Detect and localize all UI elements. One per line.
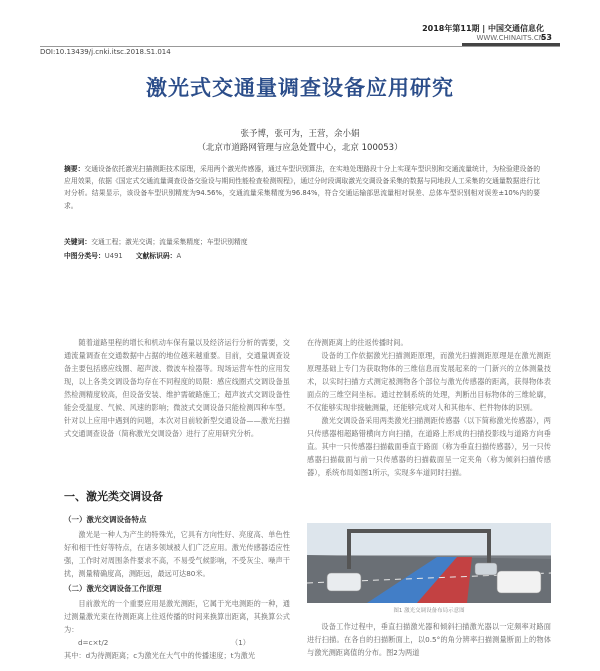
working-principle-paragraph: 目前激光的一个重要应用是激光测距，它属于光电测距的一种，通过测量激光束在待测距离上往返传播的时间来换算出距离，其换算公式为： bbox=[64, 599, 290, 634]
section-heading-1: 一、激光类交调设备 bbox=[64, 490, 163, 503]
affiliation: （北京市道路网管理与应急处置中心，北京 100053） bbox=[197, 143, 403, 153]
right-column bbox=[307, 336, 551, 479]
figure-1-image bbox=[307, 523, 551, 603]
clc-label: 中图分类号： bbox=[64, 252, 105, 260]
subsection-heading-2: （二）激光交调设备工作原理 bbox=[64, 584, 162, 593]
keywords-text: 交通工程；激光交调；流量采集精度；车型识别精度 bbox=[91, 238, 248, 246]
laser-features-paragraph: 激光是一种人为产生的特殊光，它具有方向性好、亮度高、单色性好和相干性好等特点，在诸多领域被人们广泛应用。激光传感器适应性强，工作时对周围条件要求不高，不易受气候影响，不受灰尘、噪声干扰，测量精确度高，测距远，最远可达80米。 bbox=[64, 530, 290, 578]
formula-note: 其中：d为待测距离；c为激光在大气中的传播速度；t为激光 bbox=[64, 651, 256, 660]
doc-code-label: 文献标识码： bbox=[135, 252, 177, 260]
formula-number: （1） bbox=[231, 638, 250, 647]
page-number: 53 bbox=[540, 33, 552, 42]
journal-site: WWW.CHINAITS.CN bbox=[476, 34, 544, 42]
abstract-label: 摘要： bbox=[64, 165, 85, 173]
clc-code: U491 bbox=[104, 252, 123, 260]
subsection-heading-1: （一）激光交调设备特点 bbox=[64, 515, 147, 524]
formula: d=c×t/2 bbox=[78, 638, 109, 647]
authors: 张予博，张可为，王营，余小娟 bbox=[240, 129, 360, 139]
continued-paragraph: 在待测距离上的往返传播时间。 bbox=[307, 338, 408, 347]
paper-title: 激光式交通量调查设备应用研究 bbox=[146, 76, 454, 100]
doc-code: A bbox=[176, 252, 182, 260]
layout-paragraph: 激光交调设备采用两类激光扫描测距传感器（以下简称激光传感器），两只传感器相超路错横向方向扫描，在道路上形成的扫描投影线与道路方向垂直。其中一只传感器扫描截面垂直于路面（称为垂直扫描传感器），另一只传感器扫描截面与前一只传感器的扫描截面呈一定夹角（称为倾斜扫描传感器），系统布局如图1所示，实现多车道同时扫描。 bbox=[307, 416, 551, 477]
keywords-label: 关键词： bbox=[64, 238, 92, 246]
formula-line bbox=[64, 636, 290, 649]
journal-name: 2018年第11期 | 中国交通信息化 bbox=[422, 24, 544, 33]
subsection-2-body bbox=[64, 597, 290, 662]
journal-header bbox=[422, 24, 544, 43]
road-scene-illustration bbox=[307, 523, 551, 603]
scan-process-paragraph: 设备工作过程中，垂直扫描激光器和倾斜扫描激光器以一定频率对路面进行扫描。在各自的扫描断面上，以0.5°的角分辨率扫描测量断面上的物体与激光测距离值的分布。图2为两道 bbox=[307, 622, 551, 657]
abstract bbox=[64, 163, 540, 212]
principle-paragraph: 设备的工作依据激光扫描测距原理，而激光扫描测距原理是在激光测距原理基础上专门为获取物体的三维信息而发展起来的一门新兴的立体测量技术，以实时扫描方式测定被测物各个部位与激光传感器的距离，获得物体表面点的三维空间坐标。通过控制系统的处理，判断出目标物体的三维轮廓，不仅能够实现非接触测量，还能够完成对人和其他车、栏件物体的识别。 bbox=[307, 351, 551, 412]
doi: DOI:10.13439/j.cnki.itsc.2018.S1.014 bbox=[40, 48, 171, 56]
header-rule bbox=[40, 46, 560, 47]
left-column bbox=[64, 336, 290, 440]
intro-paragraph: 随着道路里程的增长和机动车保有量以及经济运行分析的需要，交通流量调查在交通数据中占据的地位越来越重要。目前，交通量调查设备主要包括感应线圈、超声波、微波车检器等。现场运营车性的应用发现，以上各类交调设备均存在不同程度的局限：感应线圈式交调设备虽然检测精度较高，但设备安装、维护需破路施工；超声波式交调设备性能会受温度、气候、风速的影响；微波式交调设备只能检测四种车型。针对以上应用中遇到的问题，本次对目前较新型交通设备——激光扫描式交通调查设备（简称激光交调设备）进行了应用研究分析。 bbox=[64, 338, 290, 438]
subsection-1-body bbox=[64, 528, 290, 580]
figure-1-caption: 图1 激光交调设备布局示意图 bbox=[393, 608, 465, 614]
abstract-text: 交通设备依托激光扫描测距技术原理，采用两个激光传感器，通过车型识别算法，在实地处理路段十分上实现车型识别和交通流量统计，为检验建设备的应用效果，依据《国定式交通流量调查设备交验设与期间性能检查检测规程》，通过分时段调取激光交调设备采集的数据与同地段人工采集的交通量数据进行比对分析。结果显示，该设备车型识别精度为94.56%，交通流量采集精度为96.84%，符合交通运输部思流量相对误差、总体车型识别相对误差±10%内的要求。 bbox=[64, 165, 541, 210]
right-column-bottom bbox=[307, 620, 551, 659]
keywords bbox=[64, 236, 540, 246]
classification bbox=[64, 250, 540, 260]
